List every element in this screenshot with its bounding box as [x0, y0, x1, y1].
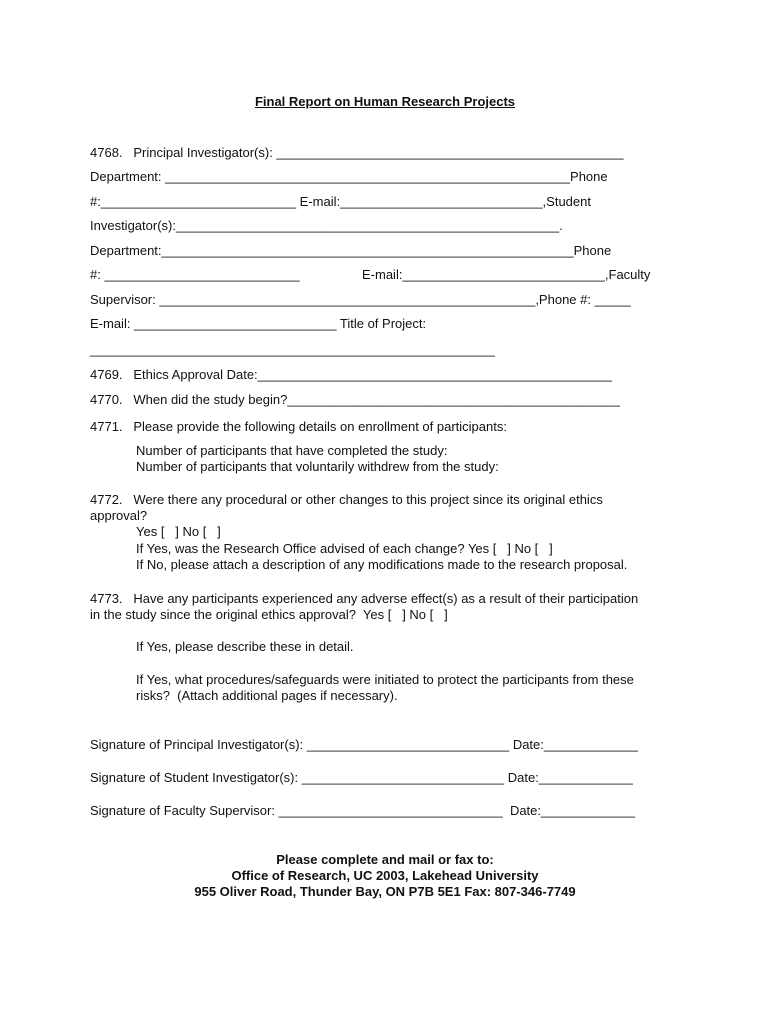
faculty-supervisor-field[interactable]: Supervisor: ____________________________________________________,Phone #: _____	[90, 292, 631, 307]
changes-yes-no-checkbox[interactable]: Yes [ ] No [ ]	[136, 524, 221, 539]
attach-description-note: If No, please attach a description of any modifications made to the research proposal.	[136, 557, 628, 572]
signature-faculty-supervisor-field[interactable]: Signature of Faculty Supervisor: _______________________________ Date:_____________	[90, 803, 636, 818]
changes-question-line1: 4772. Were there any procedural or other changes to this project since its original ethics	[90, 492, 603, 507]
changes-question-line2: approval?	[90, 508, 148, 523]
student-department-field[interactable]: Department:_________________________________________________________Phone	[90, 243, 612, 258]
adverse-effects-checkbox[interactable]: in the study since the original ethics approval? Yes [ ] No [ ]	[90, 607, 448, 622]
signature-principal-investigator-field[interactable]: Signature of Principal Investigator(s): ____________________________ Date:_____________	[90, 737, 638, 752]
office-advised-checkbox[interactable]: If Yes, was the Research Office advised of each change? Yes [ ] No [ ]	[136, 541, 553, 556]
faculty-email-title-field[interactable]: E-mail: ____________________________ Title of Project:	[90, 316, 427, 331]
footer-street-fax: 955 Oliver Road, Thunder Bay, ON P7B 5E1 Fax: 807-346-7749	[194, 884, 576, 899]
principal-investigator-field[interactable]: 4768. Principal Investigator(s): ________________________________________________	[90, 145, 624, 160]
document-title: Final Report on Human Research Projects	[254, 94, 516, 109]
student-investigator-field[interactable]: Investigator(s):_____________________________________________________.	[90, 218, 563, 233]
procedures-question-line1: If Yes, what procedures/safeguards were initiated to protect the participants from these	[136, 672, 634, 687]
project-title-line[interactable]: ________________________________________________________	[90, 342, 495, 357]
phone-email-field[interactable]: #:___________________________ E-mail:____________________________,Student	[90, 194, 591, 209]
signature-student-investigator-field[interactable]: Signature of Student Investigator(s): ____________________________ Date:_____________	[90, 770, 633, 785]
student-email-field[interactable]: E-mail:____________________________,Faculty	[362, 267, 651, 282]
footer-instruction: Please complete and mail or fax to:	[276, 852, 494, 867]
enrollment-question: 4771. Please provide the following details on enrollment of participants:	[90, 419, 507, 434]
department-field[interactable]: Department: ________________________________________________________Phone	[90, 169, 608, 184]
describe-detail-note: If Yes, please describe these in detail.	[136, 639, 354, 654]
student-phone-field[interactable]: #: ___________________________	[90, 267, 300, 282]
procedures-question-line2: risks? (Attach additional pages if necessary).	[136, 688, 398, 703]
footer-office-address: Office of Research, UC 2003, Lakehead University	[231, 868, 539, 883]
ethics-approval-date-field[interactable]: 4769. Ethics Approval Date:_________________________________________________	[90, 367, 612, 382]
participants-completed-label: Number of participants that have completed the study:	[136, 443, 448, 458]
adverse-effects-question-line1: 4773. Have any participants experienced any adverse effect(s) as a result of their participation	[90, 591, 639, 606]
participants-withdrew-label: Number of participants that voluntarily withdrew from the study:	[136, 459, 499, 474]
study-begin-field[interactable]: 4770. When did the study begin?______________________________________________	[90, 392, 620, 407]
